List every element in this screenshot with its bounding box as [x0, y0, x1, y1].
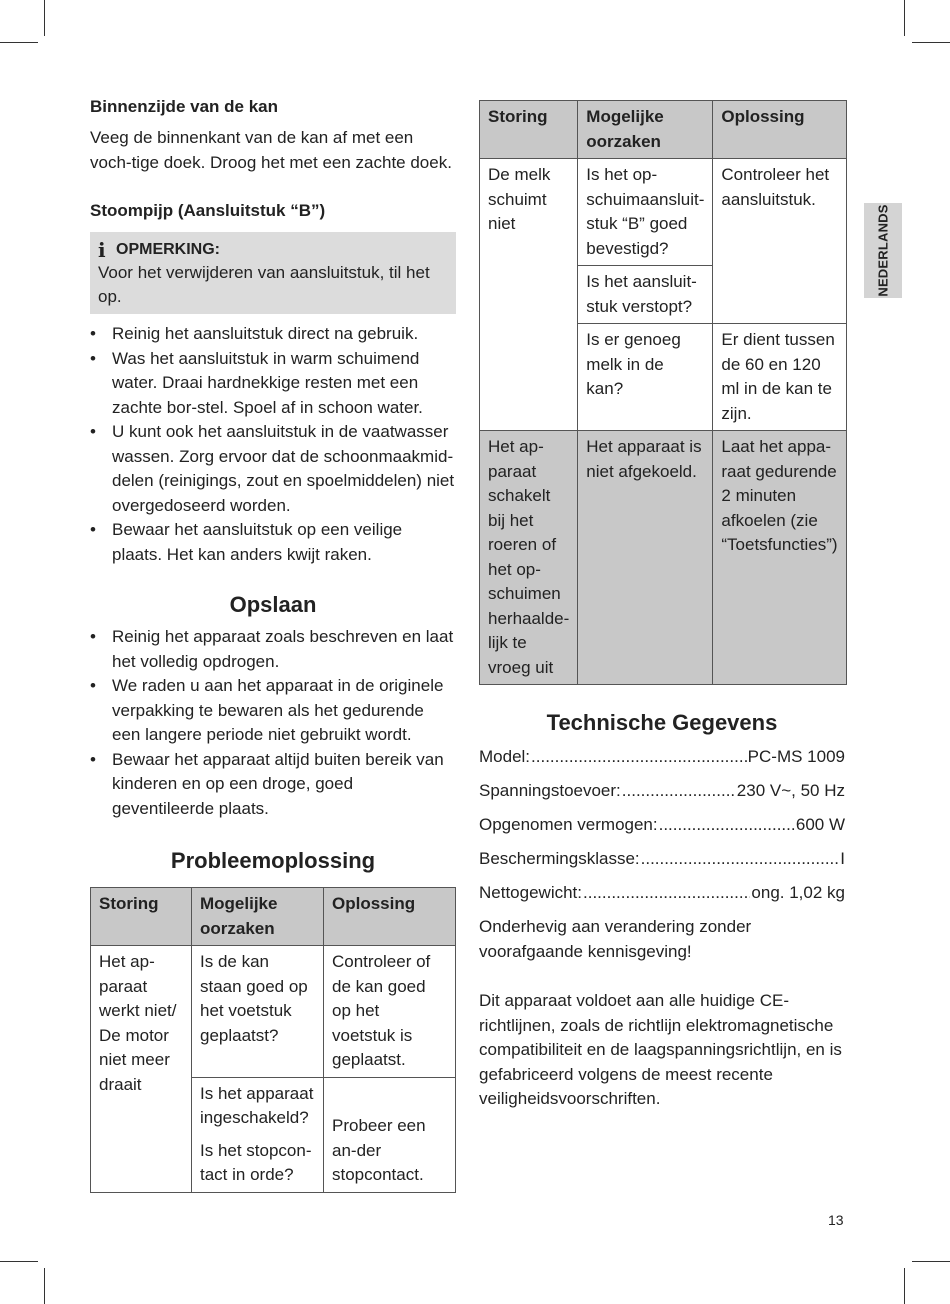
spec-label: Nettogewicht: — [479, 883, 582, 902]
crop-mark — [904, 0, 905, 36]
crop-mark — [44, 1268, 45, 1304]
spec-value: PC-MS 1009 — [747, 747, 845, 766]
storage-list — [90, 625, 456, 821]
fault-cell: De melk schuimt niet — [480, 159, 578, 431]
language-tab-label: NEDERLANDS — [875, 204, 891, 297]
table-row — [91, 946, 456, 1078]
spec-dots — [583, 881, 750, 905]
spec-label: Model: — [479, 747, 531, 766]
table-row — [480, 431, 847, 685]
inside-jug-title: Binnenzijde van de kan — [90, 97, 278, 116]
cause-cell: Is het op-schuimaansluit-stuk “B” goed bevestigd? — [578, 159, 713, 266]
specs-list — [479, 745, 845, 905]
crop-mark — [0, 1261, 38, 1262]
list-item: • Was het aansluitstuk in warm schuimend water. Draai hardnekkige resten met een zachte bor-stel. Spoel af in schoon water. — [90, 347, 456, 421]
header-causes: Mogelijke oorzaken — [578, 101, 713, 159]
spec-row — [479, 779, 845, 803]
language-tab — [864, 203, 902, 298]
change-notice: Onderhevig aan verandering zonder voorafgaande kennisgeving! — [479, 917, 752, 961]
spec-value: 600 W — [795, 815, 845, 834]
cause-cell: Is de kan staan goed op het voetstuk geplaatst? — [192, 946, 324, 1078]
spec-label: Opgenomen vermogen: — [479, 815, 658, 834]
list-item: • Reinig het aansluitstuk direct na gebruik. — [90, 322, 456, 347]
solution-cell: Laat het appa-raat gedurende 2 minuten afkoelen (zie “Toetsfuncties”) — [713, 431, 846, 685]
list-item: • We raden u aan het apparaat in de originele verpakking te bewaren als het gedurende een langere periode niet gebruikt wordt. — [90, 674, 456, 748]
technical-data-heading: Technische Gegevens — [546, 710, 778, 735]
table-row — [480, 159, 847, 266]
spec-dots — [641, 847, 840, 871]
note-box — [90, 232, 456, 314]
troubleshooting-heading: Probleemoplossing — [170, 848, 376, 873]
spec-row — [479, 813, 845, 837]
header-causes: Mogelijke oorzaken — [192, 888, 324, 946]
solution-cell: Controleer of de kan goed op het voetstuk is geplaatst. — [324, 946, 456, 1078]
right-column — [479, 100, 845, 1112]
spec-row — [479, 881, 845, 905]
fault-cell: Het ap-paraat werkt niet/ De motor niet meer draait — [91, 946, 192, 1193]
note-title — [98, 239, 448, 261]
inside-jug-text: Veeg de binnenkant van de kan af met een voch-tige doek. Droog het met een zachte doek. — [90, 128, 452, 172]
cause-cell: Is het apparaat ingeschakeld? — [192, 1077, 324, 1135]
header-storing: Storing — [480, 101, 578, 159]
table-header-row — [91, 888, 456, 946]
spec-label: Spanningstoevoer: — [479, 781, 621, 800]
ce-statement: Dit apparaat voldoet aan alle huidige CE-richtlijnen, zoals de richtlijn elektromagnetische compatibiliteit en de laagspanningsrichtlijn, en is gefabriceerd volgens de meest recente veiligheidsvoorschriften. — [479, 991, 842, 1108]
troubleshooting-table-right — [479, 100, 847, 685]
spec-dots — [659, 813, 795, 837]
page-number: 13 — [828, 1212, 844, 1228]
spec-value: ong. 1,02 kg — [751, 883, 845, 902]
list-item: • Bewaar het aansluitstuk op een veilige plaats. Het kan anders kwijt raken. — [90, 518, 456, 567]
header-solution: Oplossing — [324, 888, 456, 946]
list-item: • U kunt ook het aansluitstuk in de vaatwasser wassen. Zorg ervoor dat de schoonmaakmid-delen (reinigings, zout en spoelmiddelen) niet overgedoseerd worden. — [90, 420, 456, 518]
steam-pipe-list — [90, 322, 456, 567]
spec-row — [479, 745, 845, 769]
cause-cell: Het apparaat is niet afgekoeld. — [578, 431, 713, 685]
solution-text: Probeer een an-der stopcontact. — [332, 1116, 426, 1184]
cause-cell: Is het stopcon-tact in orde? — [192, 1135, 324, 1193]
fault-cell: Het ap-paraat schakelt bij het roeren of het op-schuimen herhaalde-lijk te vroeg uit — [480, 431, 578, 685]
cause-cell: Is er genoeg melk in de kan? — [578, 324, 713, 431]
table-header-row — [480, 101, 847, 159]
storage-heading: Opslaan — [229, 592, 317, 617]
spec-dots — [622, 779, 736, 803]
spec-label: Beschermingsklasse: — [479, 849, 640, 868]
crop-mark — [912, 1261, 950, 1262]
crop-mark — [912, 42, 950, 43]
note-title-text: OPMERKING: — [116, 241, 220, 258]
solution-cell: Er dient tussen de 60 en 120 ml in de kan te zijn. — [713, 324, 846, 431]
spec-value: I — [840, 849, 845, 868]
spec-value: 230 V~, 50 Hz — [736, 781, 845, 800]
solution-cell — [324, 1077, 456, 1192]
left-column — [90, 96, 456, 1193]
list-item: • Bewaar het apparaat altijd buiten bereik van kinderen en op een droge, goed geventileerde plaats. — [90, 748, 456, 822]
crop-mark — [44, 0, 45, 36]
steam-pipe-title: Stoompijp (Aansluitstuk “B”) — [90, 201, 326, 220]
list-item: • Reinig het apparaat zoals beschreven en laat het volledig opdrogen. — [90, 625, 456, 674]
spec-row — [479, 847, 845, 871]
crop-mark — [0, 42, 38, 43]
note-text: Voor het verwijderen van aansluitstuk, til het op. — [98, 263, 430, 306]
spec-dots — [531, 745, 747, 769]
header-storing: Storing — [91, 888, 192, 946]
crop-mark — [904, 1268, 905, 1304]
header-solution: Oplossing — [713, 101, 846, 159]
info-icon: i — [98, 238, 106, 262]
troubleshooting-table-left — [90, 887, 456, 1193]
cause-cell: Is het aansluit-stuk verstopt? — [578, 266, 713, 324]
solution-cell: Controleer het aansluitstuk. — [713, 159, 846, 324]
